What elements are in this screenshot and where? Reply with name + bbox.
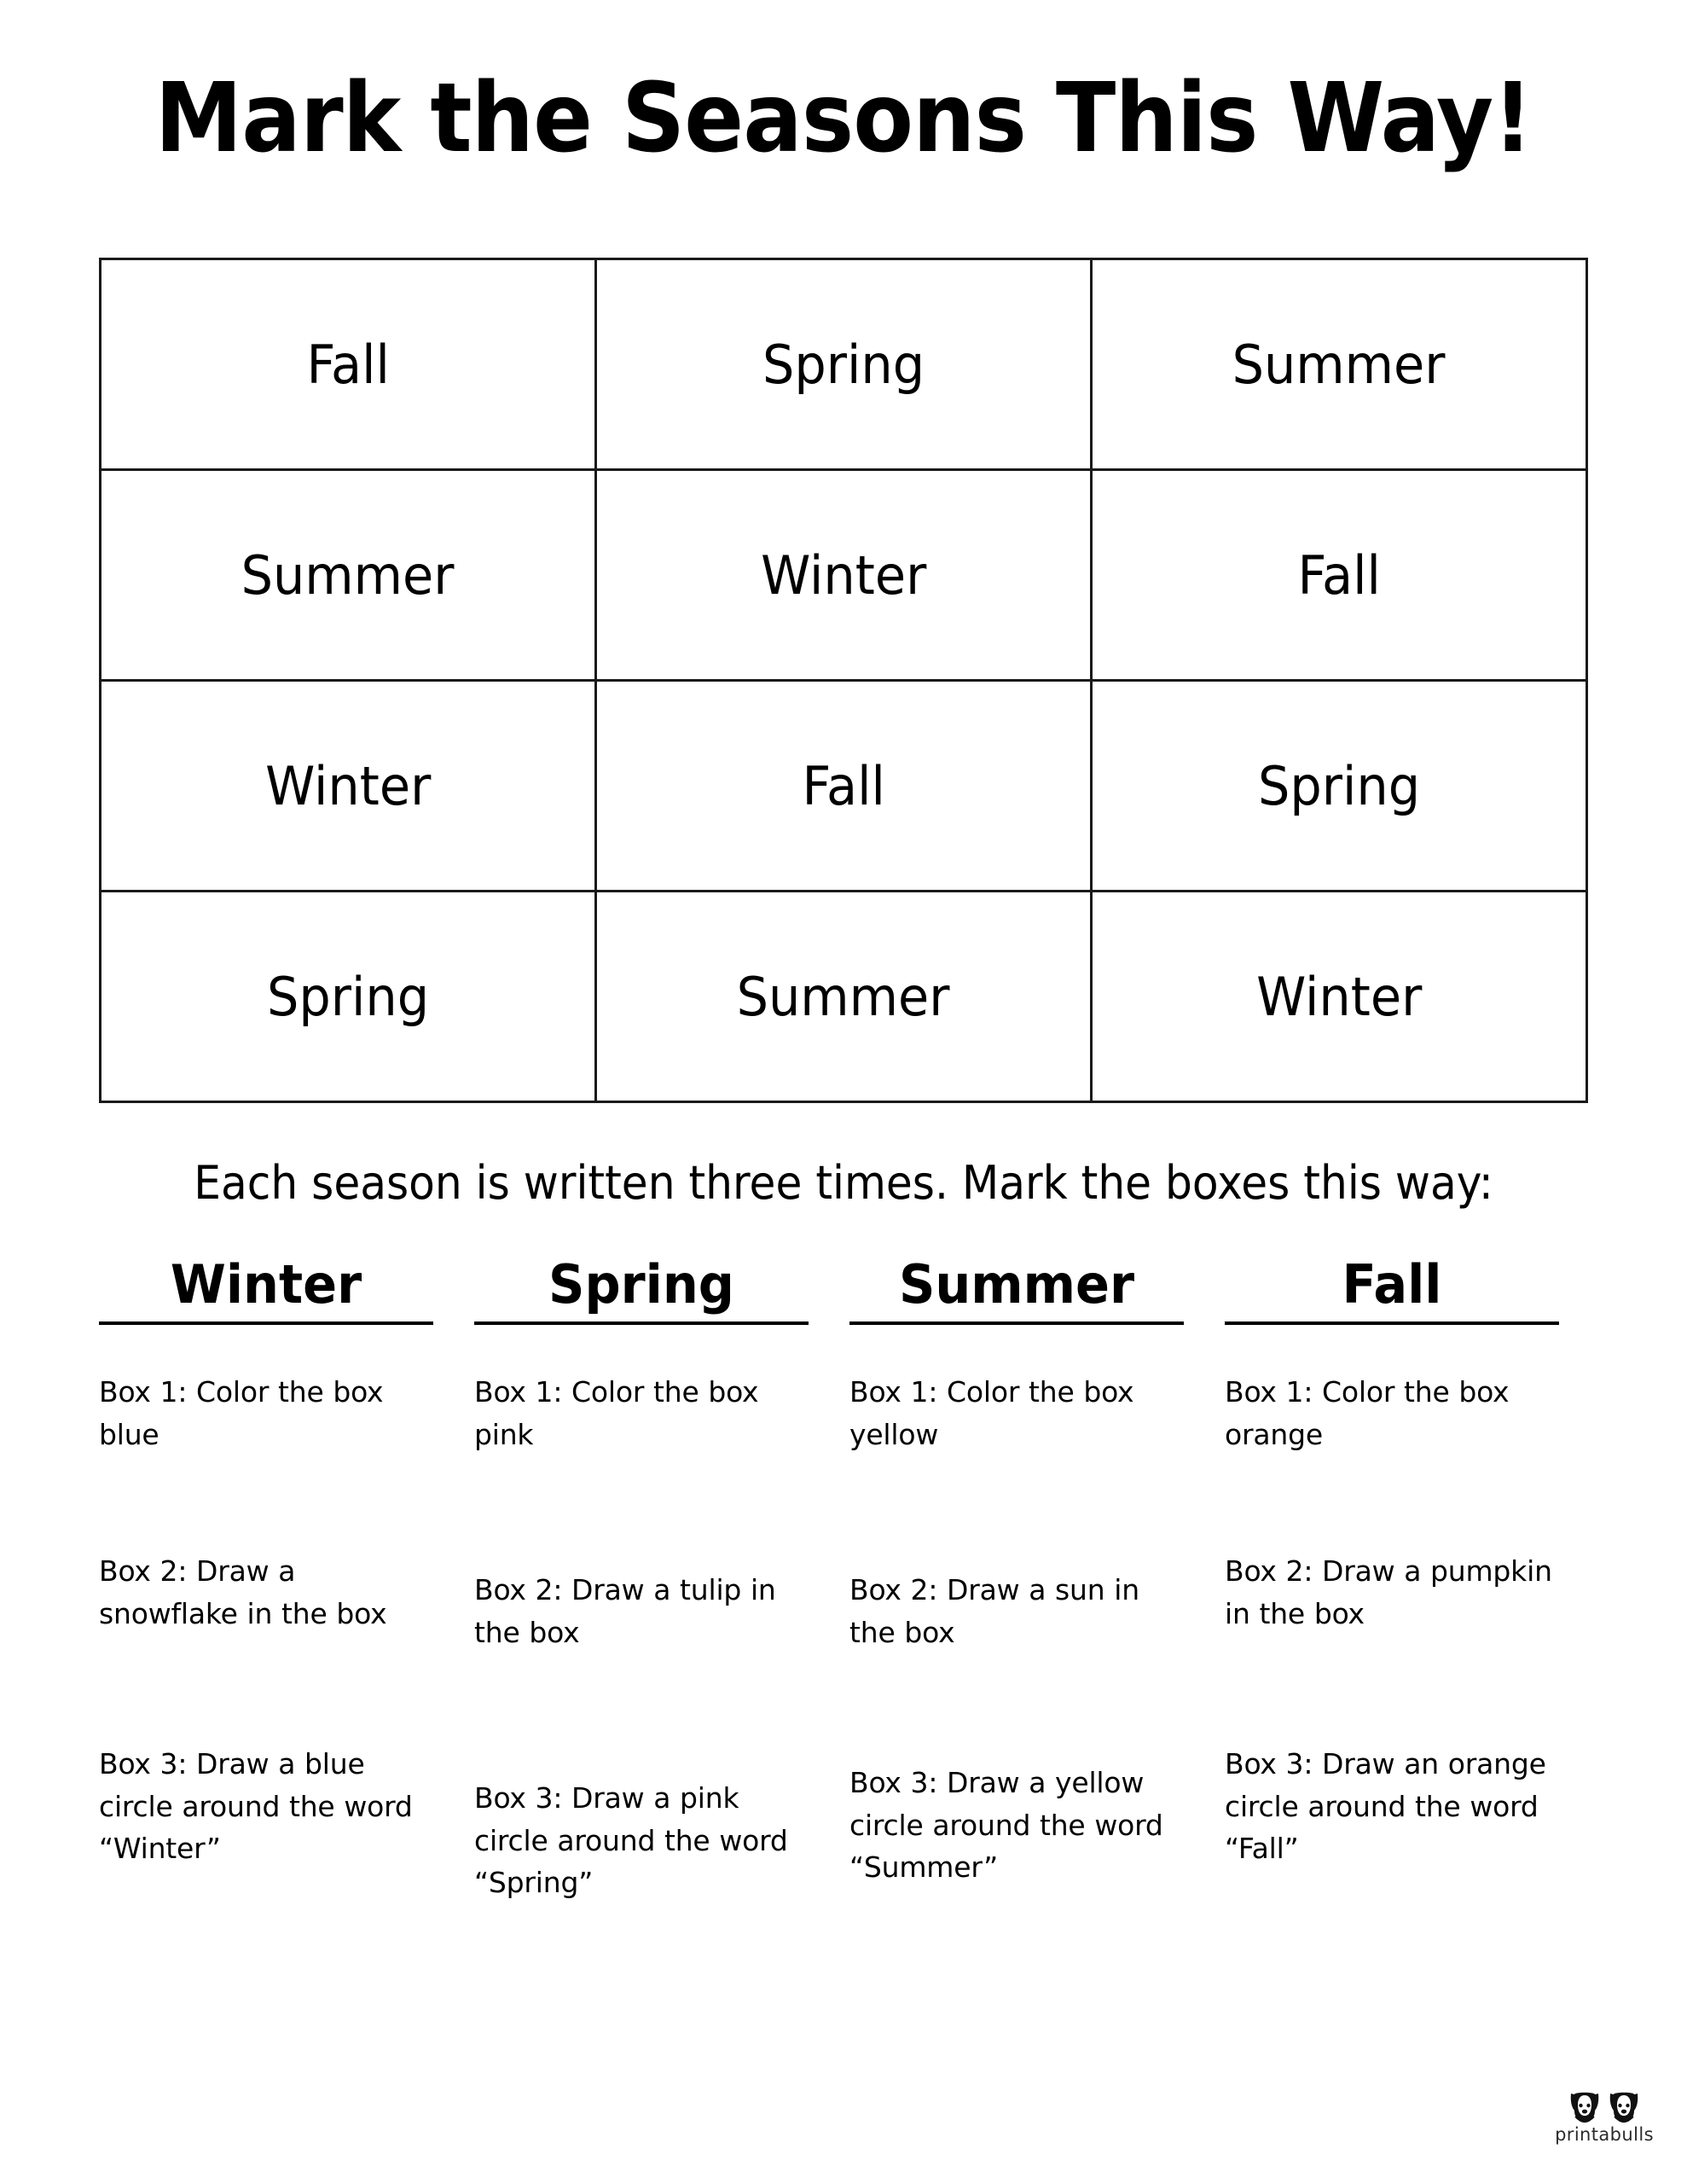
grid-cell[interactable] bbox=[1092, 470, 1587, 681]
box2-instruction: Box 2: Draw a tulip in the box bbox=[474, 1573, 776, 1649]
box1-instruction: Box 1: Color the box pink bbox=[474, 1375, 759, 1451]
brand-wordmark: printabulls bbox=[1555, 2124, 1654, 2145]
season-column-header: Winter bbox=[170, 1253, 362, 1316]
grid-cell[interactable] bbox=[596, 259, 1092, 470]
grid-cell-label: Fall bbox=[802, 754, 885, 817]
box3-instruction: Box 3: Draw a blue circle around the word “Winter” bbox=[99, 1747, 413, 1865]
season-column-header: Fall bbox=[1342, 1253, 1442, 1316]
table-row bbox=[101, 892, 1587, 1102]
season-column-header: Summer bbox=[898, 1253, 1135, 1316]
bulldog-icon bbox=[1566, 2090, 1603, 2126]
grid-cell-label: Summer bbox=[737, 965, 950, 1028]
grid-cell[interactable] bbox=[596, 470, 1092, 681]
grid-cell-label: Fall bbox=[306, 333, 390, 396]
season-column-body bbox=[474, 1325, 809, 1931]
box3-instruction: Box 3: Draw an orange circle around the word “Fall” bbox=[1225, 1747, 1546, 1865]
season-legend-columns bbox=[99, 1253, 1600, 1931]
table-row bbox=[101, 470, 1587, 681]
grid-cell[interactable] bbox=[1092, 681, 1587, 892]
box1-instruction: Box 1: Color the box orange bbox=[1225, 1375, 1510, 1451]
grid-cell-label: Spring bbox=[762, 333, 925, 396]
grid-cell-label: Winter bbox=[760, 543, 927, 607]
grid-cell-label: Winter bbox=[1255, 965, 1423, 1028]
instruction-text: Each season is written three times. Mark the boxes this way: bbox=[194, 1156, 1493, 1210]
grid-cell[interactable] bbox=[596, 681, 1092, 892]
grid-cell[interactable] bbox=[1092, 259, 1587, 470]
grid-cell[interactable] bbox=[101, 470, 596, 681]
season-column-spring bbox=[474, 1253, 849, 1931]
season-column-winter bbox=[99, 1253, 474, 1931]
season-column-header: Spring bbox=[548, 1253, 734, 1316]
grid-cell-label: Summer bbox=[241, 543, 455, 607]
grid-cell-label: Winter bbox=[264, 754, 432, 817]
page-title: Mark the Seasons This Way! bbox=[154, 63, 1533, 174]
season-column-fall bbox=[1225, 1253, 1600, 1931]
grid-cell-label: Fall bbox=[1297, 543, 1381, 607]
footer-logo bbox=[1549, 2088, 1660, 2145]
box1-instruction: Box 1: Color the box yellow bbox=[849, 1375, 1134, 1451]
grid-cell-label: Spring bbox=[1257, 754, 1421, 817]
season-column-body bbox=[1225, 1325, 1559, 1896]
bulldog-icon bbox=[1605, 2090, 1643, 2126]
seasons-grid bbox=[99, 258, 1588, 1103]
box2-instruction: Box 2: Draw a pumpkin in the box bbox=[1225, 1554, 1552, 1630]
box1-instruction: Box 1: Color the box blue bbox=[99, 1375, 384, 1451]
box2-instruction: Box 2: Draw a snowflake in the box bbox=[99, 1554, 387, 1630]
box3-instruction: Box 3: Draw a pink circle around the word “Spring” bbox=[474, 1781, 788, 1899]
grid-cell-label: Spring bbox=[266, 965, 430, 1028]
bulldog-pair-icon bbox=[1549, 2088, 1660, 2126]
grid-cell[interactable] bbox=[101, 259, 596, 470]
table-row bbox=[101, 259, 1587, 470]
season-column-body bbox=[849, 1325, 1184, 1915]
season-column-body bbox=[99, 1325, 433, 1896]
season-column-summer bbox=[849, 1253, 1225, 1931]
box3-instruction: Box 3: Draw a yellow circle around the word “Summer” bbox=[849, 1766, 1163, 1884]
table-row bbox=[101, 681, 1587, 892]
grid-cell[interactable] bbox=[101, 681, 596, 892]
box2-instruction: Box 2: Draw a sun in the box bbox=[849, 1573, 1139, 1649]
grid-cell[interactable] bbox=[101, 892, 596, 1102]
grid-cell[interactable] bbox=[596, 892, 1092, 1102]
grid-cell[interactable] bbox=[1092, 892, 1587, 1102]
grid-cell-label: Summer bbox=[1232, 333, 1446, 396]
